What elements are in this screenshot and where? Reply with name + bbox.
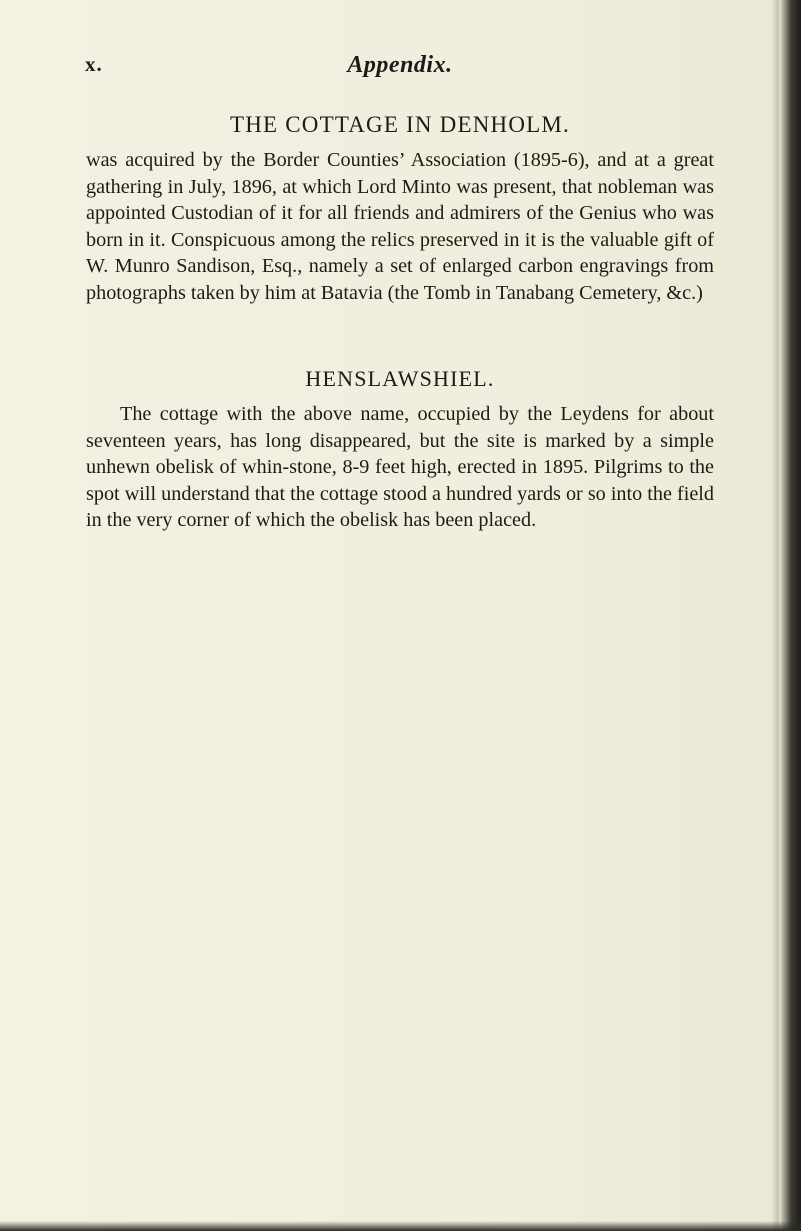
section-heading-cottage: THE COTTAGE IN DENHOLM. <box>229 112 571 137</box>
page-header <box>85 52 715 82</box>
section-heading-henslawshiel: HENSLAWSHIEL. <box>305 366 495 391</box>
section-text-cottage: was acquired by the Border Counties’ Association (1895-6), and at a great gathering in July, 1896, at which Lord Minto was present, that nobleman was appointed Custodian of it for all friends and admirers of the Genius who was born in it. Conspicuous among the relics preserved in it is the valuable gift of W. Munro Sandison, Esq., namely a set of enlarged carbon engravings from photographs taken by him at Batavia (the Tomb in Tanabang Cemetery, &c.) <box>86 149 714 304</box>
section-text-henslawshiel: The cottage with the above name, occupied by the Leydens for about seventeen years, has long disappeared, but the site is marked by a simple unhewn obelisk of whin-stone, 8-9 feet high, erected in 1895. Pilgrims to the spot will understand that the cottage stood a hundred yards or so into the field in the very corner of which the obelisk has been placed. <box>86 403 714 532</box>
page-shadow <box>771 0 779 1231</box>
running-title: Appendix. <box>347 52 453 78</box>
page-bottom-edge <box>0 1221 801 1231</box>
page-marker: x. <box>85 52 103 76</box>
page-binding-edge <box>779 0 801 1231</box>
